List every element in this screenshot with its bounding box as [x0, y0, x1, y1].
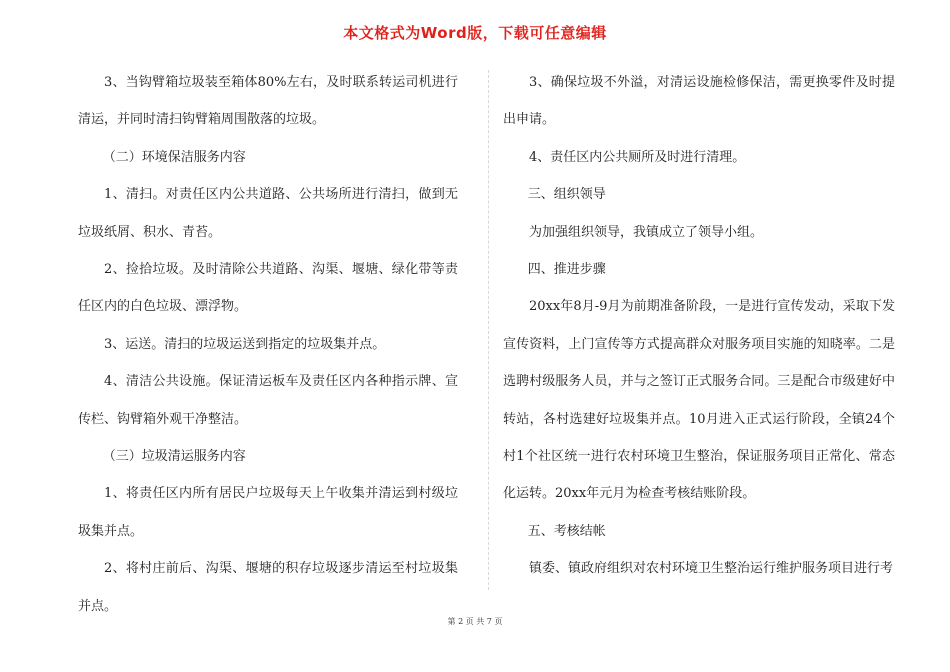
- paragraph: 4、清洁公共设施。保证清运板车及责任区内各种指示牌、宣传栏、钩臂箱外观干净整洁。: [78, 374, 458, 427]
- document-banner: 本文格式为Word版，下载可任意编辑: [343, 24, 607, 42]
- paragraph: 3、当钩臂箱垃圾装至箱体80%左右，及时联系转运司机进行清运，并同时清扫钩臂箱周围散落的垃圾。: [78, 75, 458, 128]
- paragraph: 镇委、镇政府组织对农村环境卫生整治运行维护服务项目进行考: [529, 561, 894, 577]
- paragraph: 1、将责任区内所有居民户垃圾每天上午收集并清运到村级垃圾集并点。: [78, 486, 458, 539]
- page-number: 第 2 页 共 7 页: [447, 617, 503, 626]
- paragraph: 为加强组织领导，我镇成立了领导小组。: [529, 224, 764, 240]
- paragraph: 3、运送。清扫的垃圾运送到指定的垃圾集并点。: [104, 336, 386, 352]
- section-heading: 五、考核结帐: [527, 523, 606, 539]
- column-divider: [488, 70, 489, 590]
- section-heading: 三、组织领导: [527, 187, 606, 203]
- paragraph: 3、确保垃圾不外溢，对清运设施检修保洁，需更换零件及时提出申请。: [503, 75, 895, 128]
- left-column: [78, 64, 458, 625]
- paragraph: 1、清扫。对责任区内公共道路、公共场所进行清扫，做到无垃圾纸屑、积水、青苔。: [78, 187, 458, 240]
- paragraph: 2、将村庄前后、沟渠、堰塘的积存垃圾逐步清运至村垃圾集并点。: [78, 561, 458, 614]
- paragraph: 20xx年8月-9月为前期准备阶段，一是进行宣传发动，采取下发宣传资料，上门宣传等方式提高群众对服务项目实施的知晓率。二是选聘村级服务人员，并与之签订正式服务合同。三是配合市级建好中转站，各村选建好垃圾集并点。10月进入正式运行阶段，全镇24个村1个社区统一进行农村环境卫生整治，保证服务项目正常化、常态化运转。20xx年元月为检查考核结账阶段。: [503, 299, 895, 502]
- section-heading: （二）环境保洁服务内容: [102, 149, 246, 165]
- section-heading: 四、推进步骤: [527, 262, 606, 278]
- paragraph: 4、责任区内公共厕所及时进行清理。: [529, 149, 746, 165]
- paragraph: 2、捡拾垃圾。及时清除公共道路、沟渠、堰塘、绿化带等责任区内的白色垃圾、漂浮物。: [78, 262, 458, 315]
- section-heading: （三）垃圾清运服务内容: [102, 449, 246, 465]
- right-column: [503, 64, 895, 588]
